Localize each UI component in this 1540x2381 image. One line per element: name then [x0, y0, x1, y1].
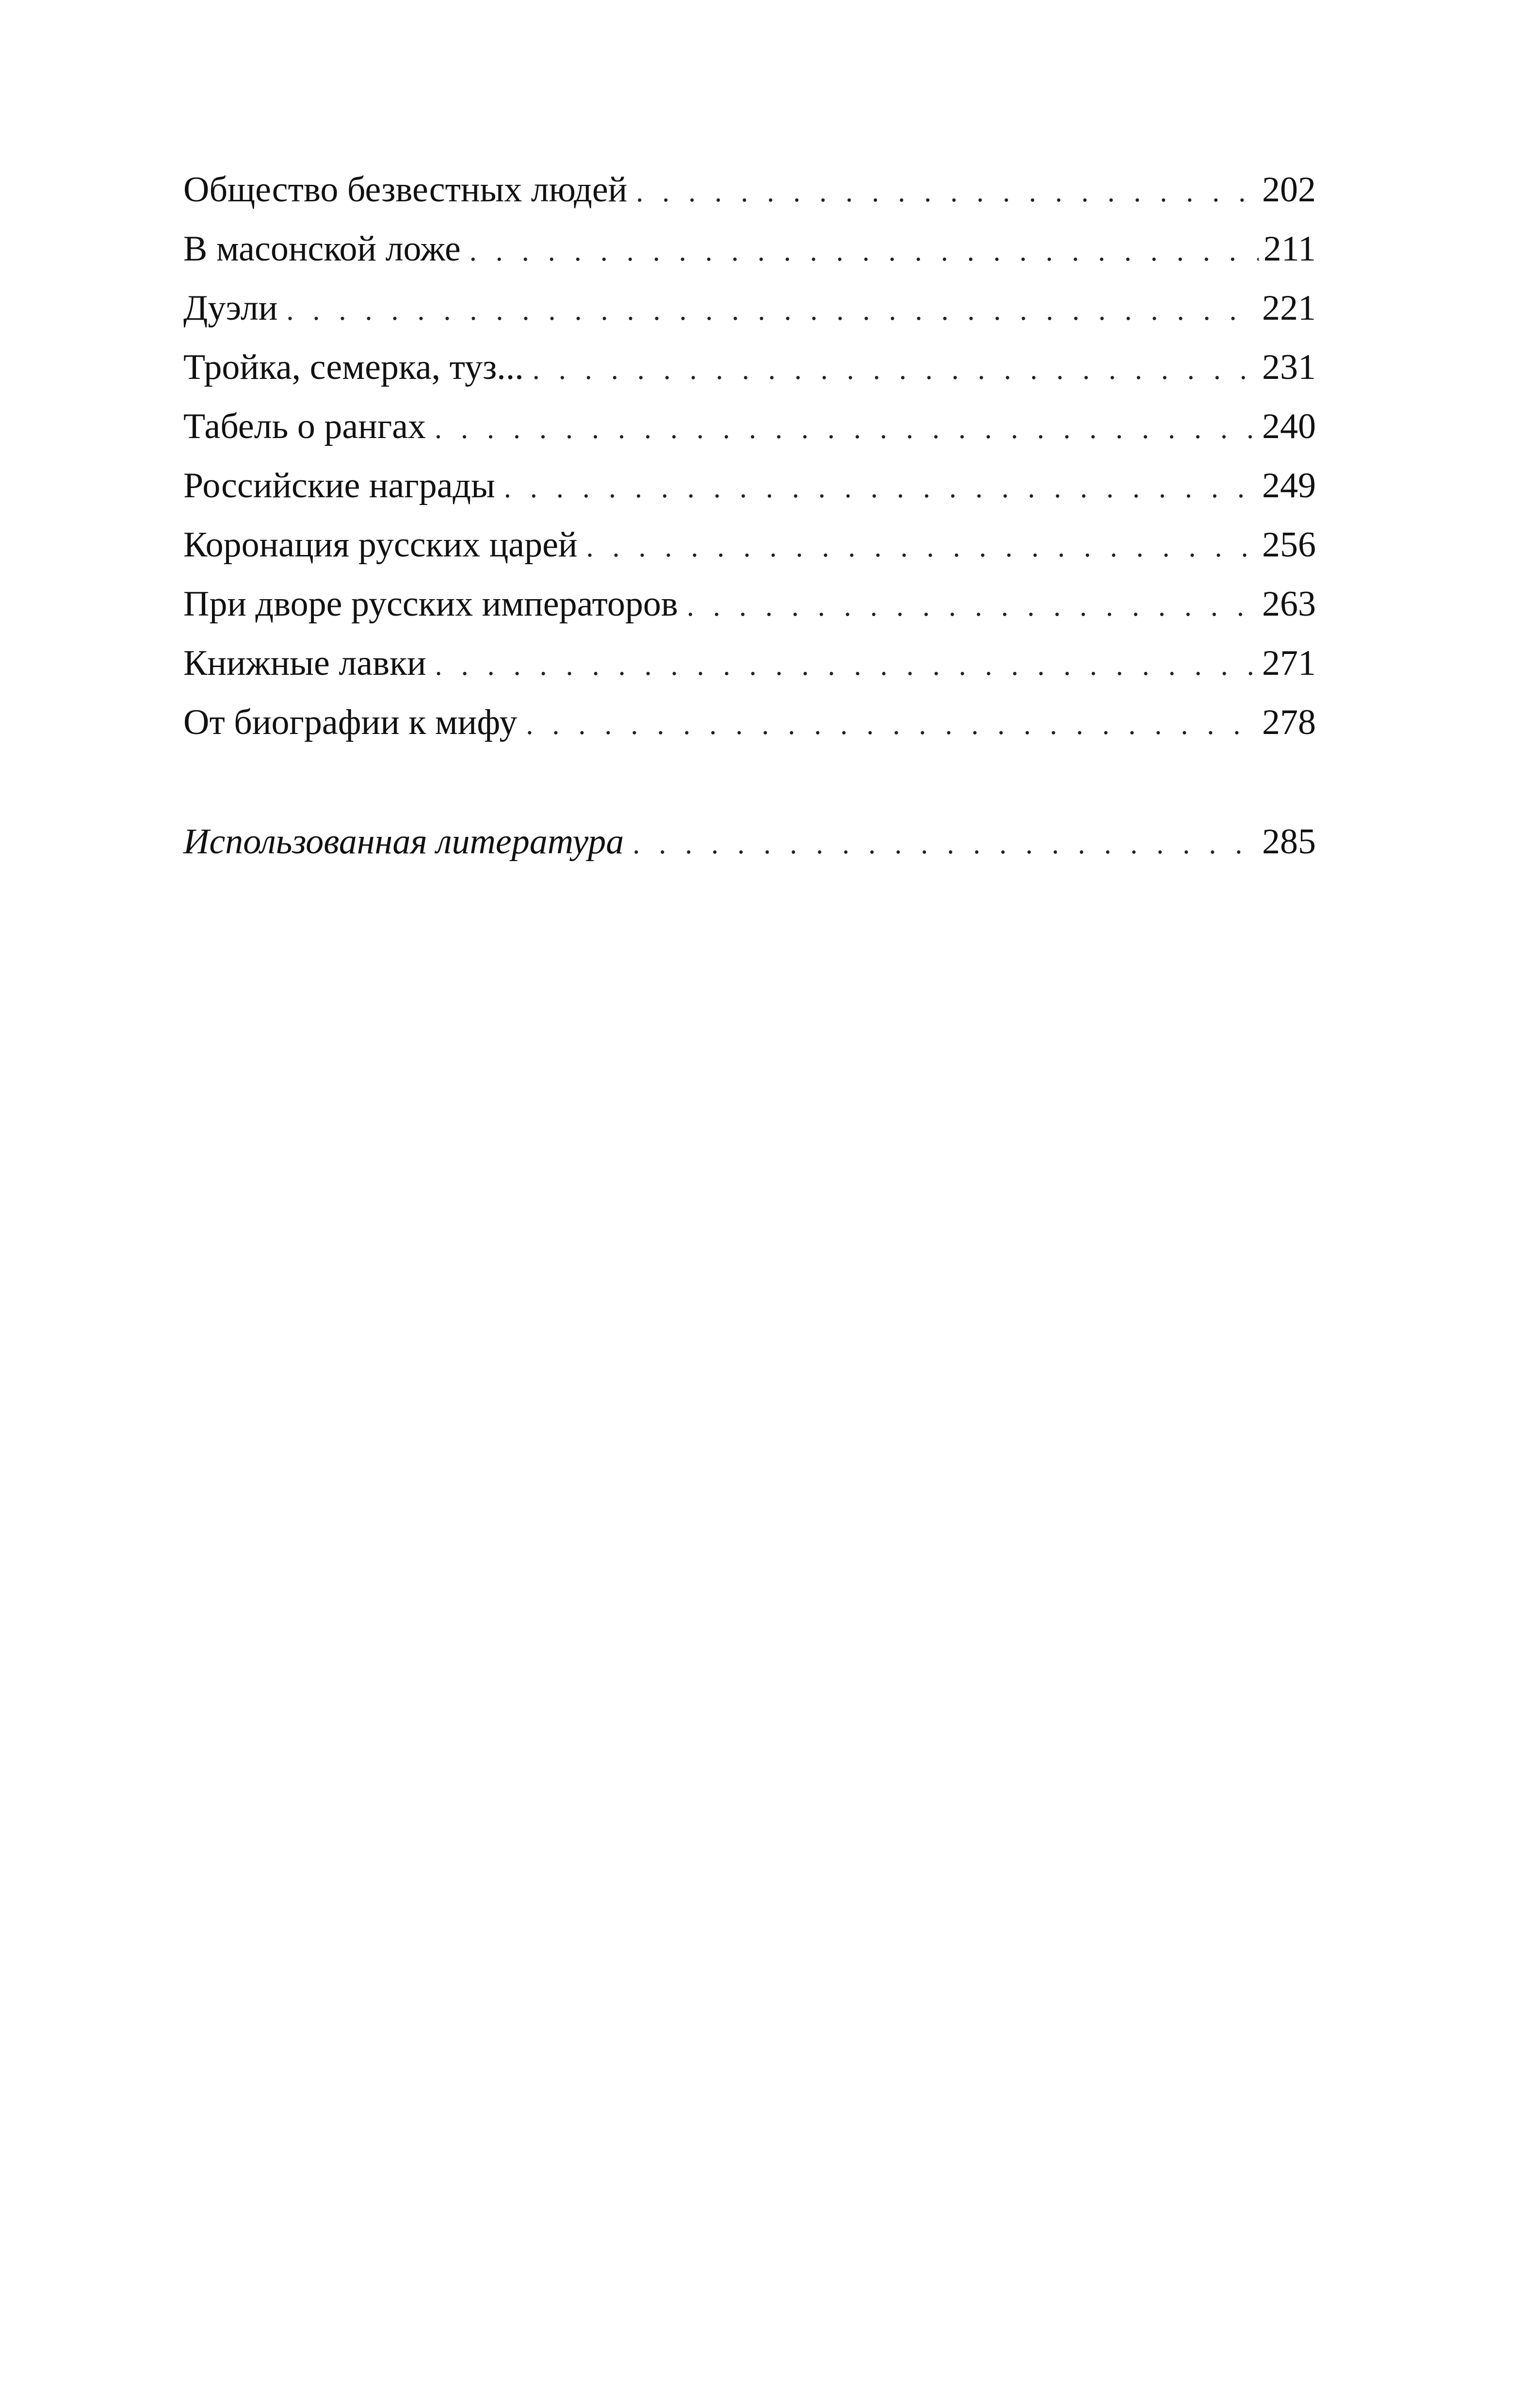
section-spacer [183, 752, 1316, 812]
dot-leader [526, 695, 1257, 754]
toc-entry[interactable] [183, 693, 1316, 752]
toc-entry-page: 221 [1262, 288, 1316, 328]
toc-entry-page: 231 [1262, 347, 1316, 387]
toc-entry[interactable] [183, 634, 1316, 693]
toc-entry-page: 240 [1262, 407, 1316, 446]
toc-entry[interactable] [183, 278, 1316, 338]
toc-entry[interactable] [183, 456, 1316, 515]
toc-entry[interactable] [183, 160, 1316, 219]
toc-entry-title: Российские награды [183, 466, 495, 506]
toc-entry-page: 271 [1262, 643, 1316, 683]
toc-entry-title: От биографии к мифу [183, 702, 518, 742]
toc-entry[interactable] [183, 574, 1316, 634]
toc-entry-title: В масонской ложе [183, 229, 461, 269]
toc-entry-page: 256 [1262, 525, 1316, 565]
toc-entry-title: При дворе русских императоров [183, 584, 678, 624]
toc-entry[interactable] [183, 219, 1316, 278]
toc-entry-title: Общество безвестных людей [183, 170, 628, 210]
dot-leader [470, 221, 1259, 280]
toc-entry[interactable] [183, 515, 1316, 574]
toc-references-page: 285 [1262, 822, 1316, 862]
toc-entry[interactable] [183, 397, 1316, 456]
toc-entry-page: 202 [1262, 170, 1316, 210]
toc-entry-page: 263 [1262, 584, 1316, 624]
table-of-contents [183, 160, 1316, 871]
toc-references-title: Использованная литература [183, 822, 624, 862]
toc-references-entry[interactable] [183, 812, 1316, 871]
dot-leader [632, 814, 1257, 873]
toc-entry[interactable] [183, 338, 1316, 397]
toc-entry-title: Дуэли [183, 288, 278, 328]
dot-leader [435, 636, 1257, 695]
dot-leader [435, 399, 1257, 458]
dot-leader [504, 458, 1257, 517]
dot-leader [533, 340, 1257, 399]
toc-entry-title: Книжные лавки [183, 643, 426, 683]
toc-entry-title: Табель о рангах [183, 407, 426, 446]
dot-leader [636, 162, 1257, 221]
dot-leader [687, 576, 1257, 636]
toc-entry-page: 211 [1263, 229, 1316, 269]
dot-leader [586, 517, 1257, 576]
toc-entry-title: Тройка, семерка, туз... [183, 347, 524, 387]
toc-entry-title: Коронация русских царей [183, 525, 578, 565]
toc-entry-page: 249 [1262, 466, 1316, 506]
toc-entry-page: 278 [1262, 702, 1316, 742]
dot-leader [286, 280, 1257, 340]
